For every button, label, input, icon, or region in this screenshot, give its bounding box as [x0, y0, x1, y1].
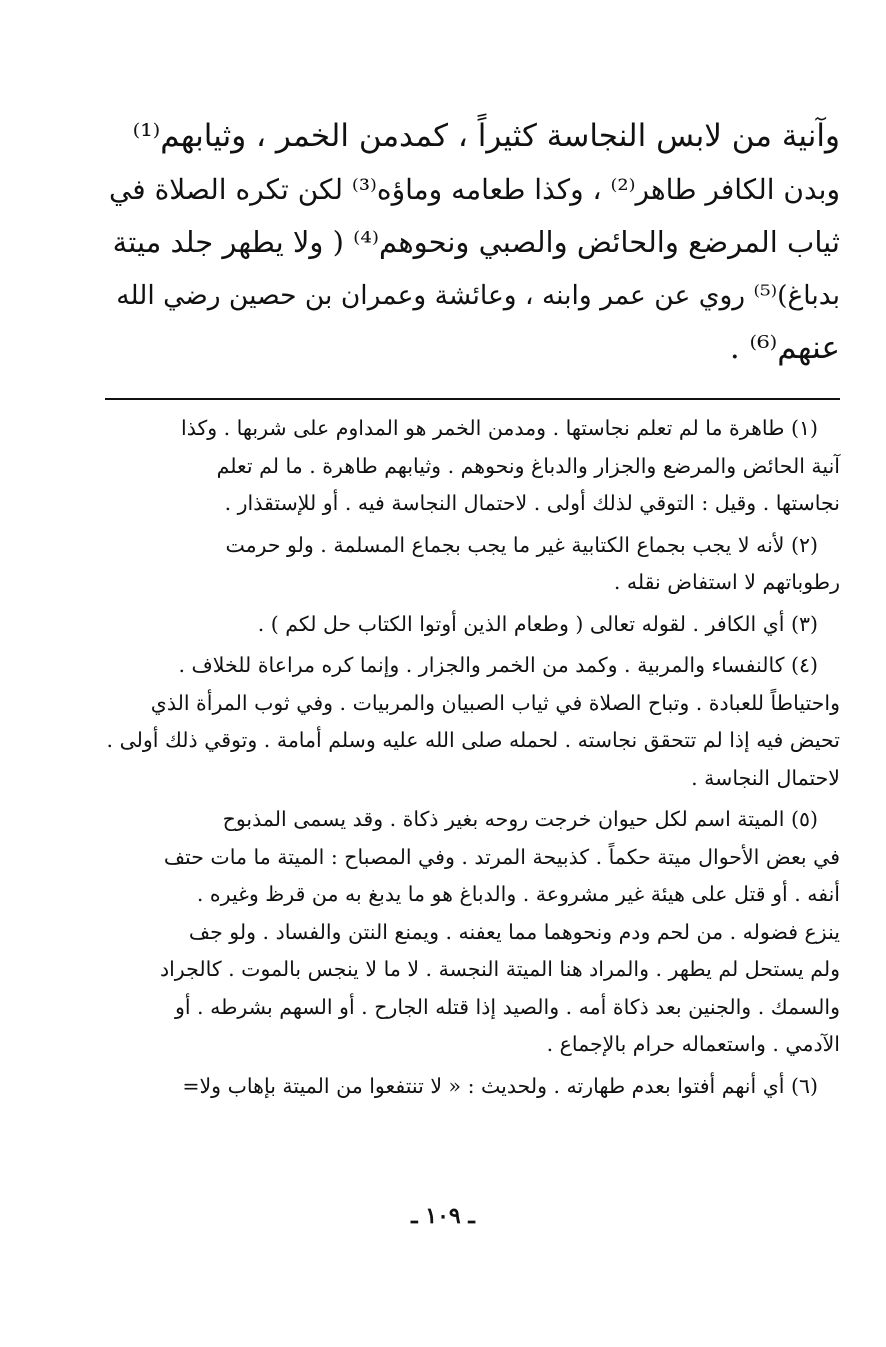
footnote-line: والسمك . والجنين بعد ذكاة أمه . والصيد إذا قتله الجارح . أو السهم بشرطه . أو — [174, 994, 840, 1019]
footnote-line: لاحتمال النجاسة . — [691, 765, 840, 790]
main-line: بدباغ)⁽⁵⁾ روي عن عمر وابنه ، وعائشة وعمران بن حصين رضي الله — [116, 280, 840, 311]
footnote-line: الآدمي . واستعماله حرام بالإجماع . — [546, 1032, 840, 1056]
footnote-5 — [105, 801, 840, 1064]
main-line: عنهم⁽⁶⁾ . — [729, 330, 840, 366]
footnote-line: في بعض الأحوال ميتة حكماً . كذبيحة المرتد . وفي المصباح : الميتة ما مات حتف — [163, 844, 840, 869]
footnote-3 — [105, 606, 840, 644]
main-line: ثياب المرضع والحائض والصبي ونحوهم⁽⁴⁾ ( ولا يطهر جلد ميتة — [112, 225, 840, 259]
main-line: وبدن الكافر طاهر⁽²⁾ ، وكذا طعامه وماؤه⁽³⁾ لكن تكره الصلاة في — [108, 173, 840, 206]
footnote-line: (٢) لأنه لا يجب بجماع الكتابية غير ما يجب بجماع المسلمة . ولو حرمت — [225, 532, 818, 557]
footnote-line: تحيض فيه إذا لم تتحقق نجاسته . لحمله صلى الله عليه وسلم أمامة . وتوقي ذلك أولى . — [106, 728, 840, 752]
footnote-line: ولم يستحل لم يطهر . والمراد هنا الميتة النجسة . لا ما لا ينجس بالموت . كالجراد — [159, 957, 840, 981]
footnote-2 — [105, 527, 840, 602]
footnote-line: (٣) أي الكافر . لقوله تعالى ( وطعام الذين أوتوا الكتاب حل لكم ) . — [257, 611, 818, 636]
footnote-4 — [105, 647, 840, 797]
footnote-line: (٥) الميتة اسم لكل حيوان خرجت روحه بغير ذكاة . وقد يسمى المذبوح — [222, 807, 818, 831]
page-number: ـ ١٠٩ ـ — [411, 1203, 475, 1229]
main-line: وآنية من لابس النجاسة كثيراً ، كمدمن الخمر ، وثيابهم⁽¹⁾ — [132, 118, 840, 154]
footnote-line: (٤) كالنفساء والمربية . وكمد من الخمر والجزار . وإنما كره مراعاة للخلاف . — [178, 653, 818, 677]
footnote-6 — [105, 1068, 840, 1106]
footnote-line: (١) طاهرة ما لم تعلم نجاستها . ومدمن الخمر هو المداوم على شربها . وكذا — [181, 416, 818, 440]
footnote-line: (٦) أي أنهم أفتوا بعدم طهارته . ولحديث : « لا تنتفعوا من الميتة بإهاب ولا= — [182, 1073, 818, 1098]
footnote-line: واحتياطاً للعبادة . وتباح الصلاة في ثياب الصبيان والمربيات . وفي ثوب المرأة الذي — [150, 690, 840, 715]
footnote-line: رطوباتهم لا استفاض نقله . — [613, 570, 840, 594]
footnote-line: نجاستها . وقيل : التوقي لذلك أولى . لاحتمال النجاسة فيه . أو للإستقذار . — [224, 491, 840, 515]
footnote-line: أنفه . أو قتل على هيئة غير مشروعة . والدباغ هو ما يدبغ به من قرظ وغيره . — [196, 882, 840, 906]
footnote-line: آنية الحائض والمرضع والجزار والدباغ ونحوهم . وثيابهم طاهرة . ما لم تعلم — [216, 453, 840, 478]
footnote-line: ينزع فضوله . من لحم ودم ونحوهما مما يعفنه . ويمنع النتن والفساد . ولو جف — [188, 919, 840, 944]
main-text-block — [105, 110, 840, 375]
footnotes-section — [105, 410, 840, 1109]
footnote-1 — [105, 410, 840, 523]
main-paragraph — [105, 110, 840, 375]
footnote-divider — [105, 398, 840, 400]
